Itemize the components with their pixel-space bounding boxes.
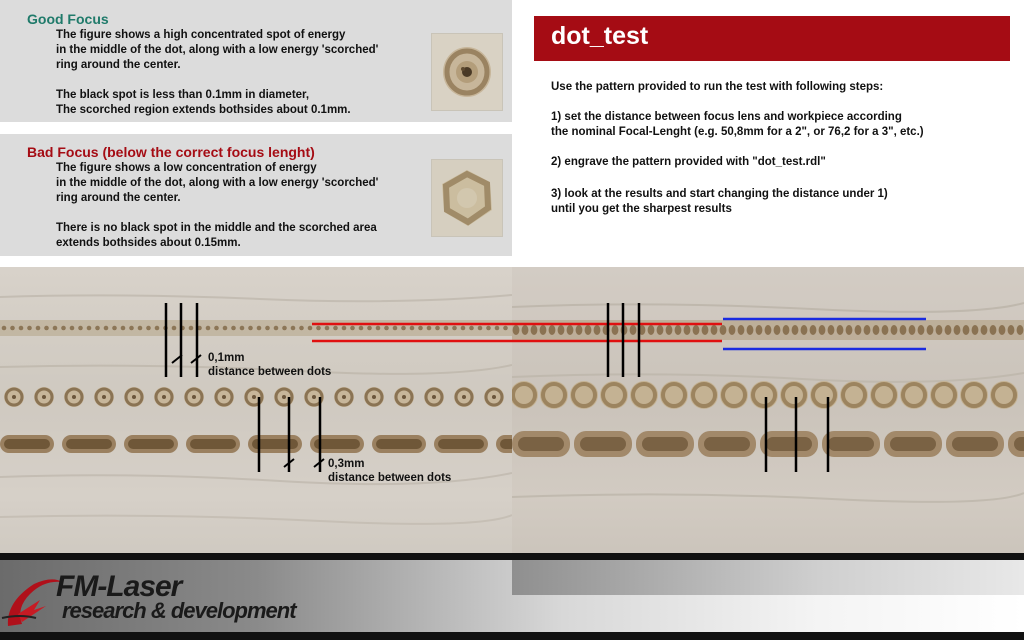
brand-name: FM-Laser bbox=[56, 570, 182, 603]
footer-divider bbox=[0, 553, 1024, 560]
footer-bottom-bar bbox=[0, 632, 1024, 640]
instruction-step-3: 3) look at the results and start changing the distance under 1) until you get the sharpest results bbox=[551, 188, 888, 215]
spacing-annotation-0-3mm: 0,3mm distance between dots bbox=[328, 458, 452, 484]
good-focus-title: Good Focus bbox=[27, 11, 109, 27]
good-focus-test-photo bbox=[0, 267, 512, 595]
instruction-step-2: 2) engrave the pattern provided with "dot_test.rdl" bbox=[551, 156, 826, 168]
bad-focus-description: The figure shows a low concentration of energy in the middle of the dot, along with a low energy 'scorched' ring around the center. There is no black spot in the middle and the scorched area extends bothsides about 0.15mm. bbox=[56, 162, 379, 249]
brand-tagline: research & development bbox=[62, 598, 296, 623]
good-focus-panel bbox=[0, 0, 512, 122]
bad-focus-dot-image bbox=[431, 159, 503, 237]
footer-top-band bbox=[512, 560, 1024, 595]
page-title: dot_test bbox=[551, 22, 649, 50]
good-focus-dot-image bbox=[431, 33, 503, 111]
bad-focus-panel bbox=[0, 134, 512, 256]
bad-focus-title: Bad Focus (below the correct focus lenght) bbox=[27, 144, 315, 160]
page-title-bar bbox=[534, 16, 1010, 61]
bad-focus-test-photo bbox=[512, 267, 1024, 595]
instruction-step-1: 1) set the distance between focus lens and workpiece according the nominal Focal-Lenght (e.g. 50,8mm for a 2", or 76,2 for a 3", etc.) bbox=[551, 111, 924, 138]
instructions-intro: Use the pattern provided to run the test with following steps: bbox=[551, 81, 884, 93]
good-focus-description: The figure shows a high concentrated spot of energy in the middle of the dot, along with a low energy 'scorched' ring around the center. The black spot is less than 0.1mm in diameter, The scorched region extends bothsides about 0.1mm. bbox=[56, 29, 379, 116]
spacing-annotation-0-1mm: 0,1mm distance between dots bbox=[208, 352, 332, 378]
